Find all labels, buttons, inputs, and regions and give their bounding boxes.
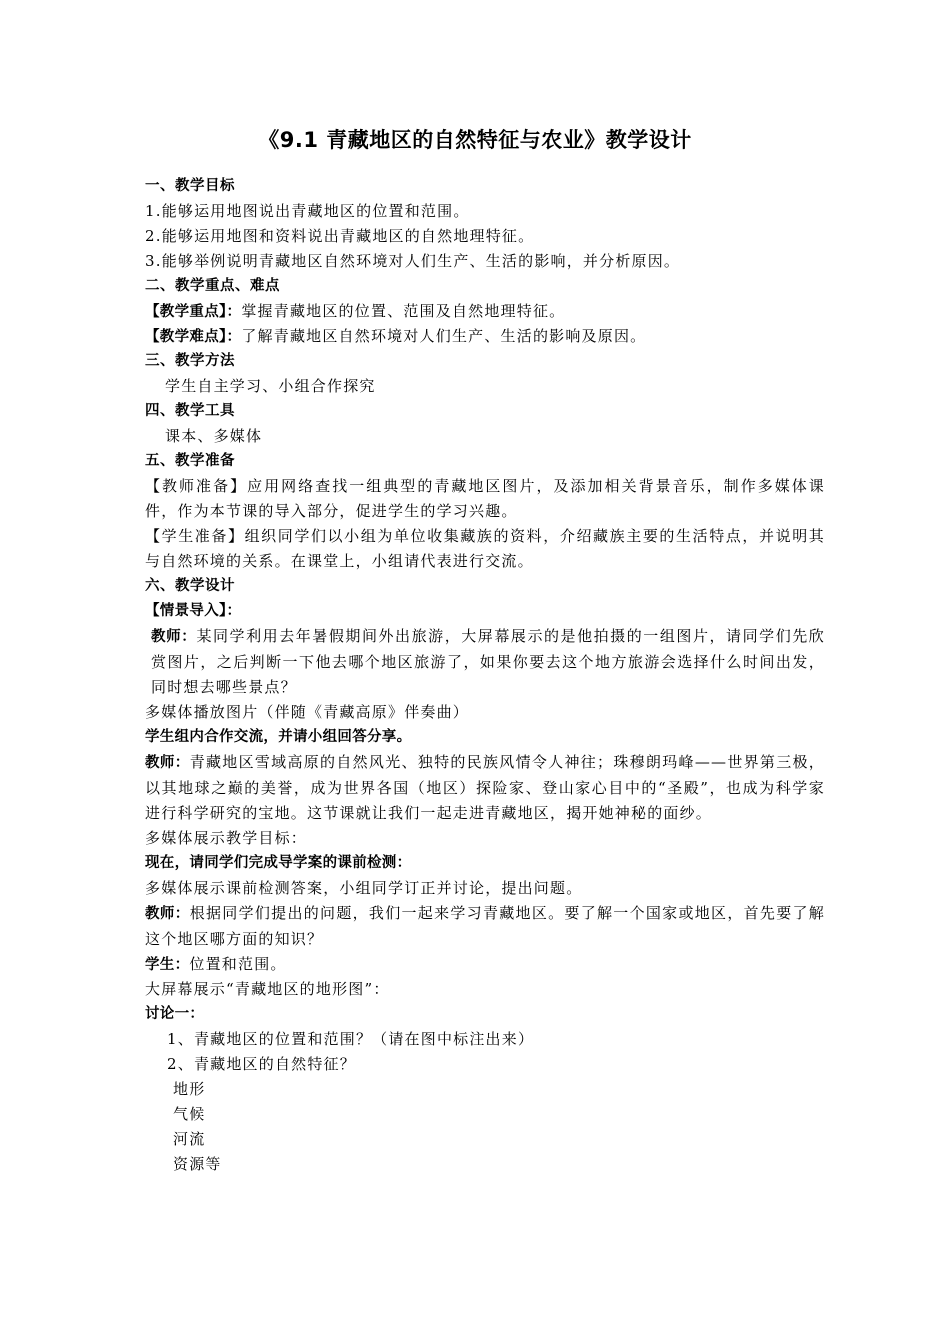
section-heading-objectives: 一、教学目标 [145, 178, 235, 194]
multimedia-note: 多媒体展示教学目标： [145, 829, 308, 847]
section-heading-design: 六、教学设计 [145, 578, 235, 594]
key-point-text: 掌握青藏地区的位置、范围及自然地理特征。 [241, 302, 566, 320]
sub-topic: 资源等 [173, 1155, 222, 1173]
section-heading-preparation: 五、教学准备 [145, 453, 235, 469]
student-answer [145, 952, 825, 977]
multimedia-note: 多媒体展示课前检测答案，小组同学订正并讨论，提出问题。 [145, 879, 583, 897]
document-body [145, 174, 825, 1177]
discussion-question: 2、青藏地区的自然特征？ [167, 1055, 356, 1073]
teacher-speech-1 [145, 624, 825, 700]
teacher-speech-text: 根据同学们提出的问题，我们一起来学习青藏地区。要了解一个国家或地区，首先要了解这个地区哪方面的知识？ [145, 904, 825, 948]
teacher-label: 教师： [151, 629, 197, 645]
discussion-question: 1、青藏地区的位置和范围？（请在图中标注出来） [167, 1030, 535, 1048]
discussion-label: 讨论一： [145, 1006, 205, 1022]
teacher-speech-text: 某同学利用去年暑假期间外出旅游，大屏幕展示的是他拍摄的一组图片，请同学们先欣赏图片，之后判断一下他去哪个地区旅游了，如果你要去这个地方旅游会选择什么时间出发，同时想去哪些景点？ [151, 627, 825, 696]
section-heading-key-points: 二、教学重点、难点 [145, 278, 280, 294]
student-answer-text: 位置和范围。 [189, 955, 287, 973]
section-heading-methods: 三、教学方法 [145, 353, 235, 369]
sub-topic: 地形 [173, 1080, 206, 1098]
scenario-intro-label: 【情景导入】： [145, 603, 242, 619]
difficulty-line [145, 324, 825, 349]
student-preparation: 【学生准备】组织同学们以小组为单位收集藏族的资料，介绍藏族主要的生活特点，并说明其与自然环境的关系。在课堂上，小组请代表进行交流。 [145, 527, 825, 570]
section-heading-tools: 四、教学工具 [145, 403, 235, 419]
objective-item: 1.能够运用地图说出青藏地区的位置和范围。 [145, 202, 470, 220]
key-point-label: 【教学重点】： [145, 304, 242, 320]
teacher-speech-3 [145, 901, 825, 952]
methods-text: 学生自主学习、小组合作探究 [165, 377, 376, 395]
difficulty-text: 了解青藏地区自然环境对人们生产、生活的影响及原因。 [241, 327, 647, 345]
group-discussion-note: 学生组内合作交流，并请小组回答分享。 [145, 729, 412, 745]
multimedia-note: 多媒体播放图片（伴随《青藏高原》伴奏曲） [145, 703, 470, 721]
tools-text: 课本、多媒体 [165, 427, 263, 445]
teacher-label: 教师： [145, 755, 190, 771]
pre-class-check-note: 现在，请同学们完成导学案的课前检测： [145, 855, 412, 871]
objective-item: 3.能够举例说明青藏地区自然环境对人们生产、生活的影响，并分析原因。 [145, 252, 681, 270]
sub-topic: 气候 [173, 1105, 206, 1123]
teacher-speech-2 [145, 750, 825, 826]
objective-item: 2.能够运用地图和资料说出青藏地区的自然地理特征。 [145, 227, 535, 245]
teacher-speech-text: 青藏地区雪域高原的自然风光、独特的民族风情令人神往；珠穆朗玛峰——世界第三极，以其地球之巅的美誉，成为世界各国（地区）探险家、登山家心目中的“圣殿”，也成为科学家进行科学研究的宝地。这节课就让我们一起走进青藏地区，揭开她神秘的面纱。 [145, 753, 825, 822]
student-label: 学生： [145, 957, 190, 973]
document-title: 《9.1 青藏地区的自然特征与农业》教学设计 [258, 128, 692, 152]
teacher-preparation: 【教师准备】应用网络查找一组典型的青藏地区图片，及添加相关背景音乐，制作多媒体课件，作为本节课的导入部分，促进学生的学习兴趣。 [145, 477, 825, 520]
difficulty-label: 【教学难点】： [145, 329, 242, 345]
teacher-label: 教师： [145, 906, 190, 922]
sub-topic: 河流 [173, 1130, 206, 1148]
key-point-line [145, 299, 825, 324]
multimedia-note: 大屏幕展示“青藏地区的地形图”： [145, 980, 390, 998]
